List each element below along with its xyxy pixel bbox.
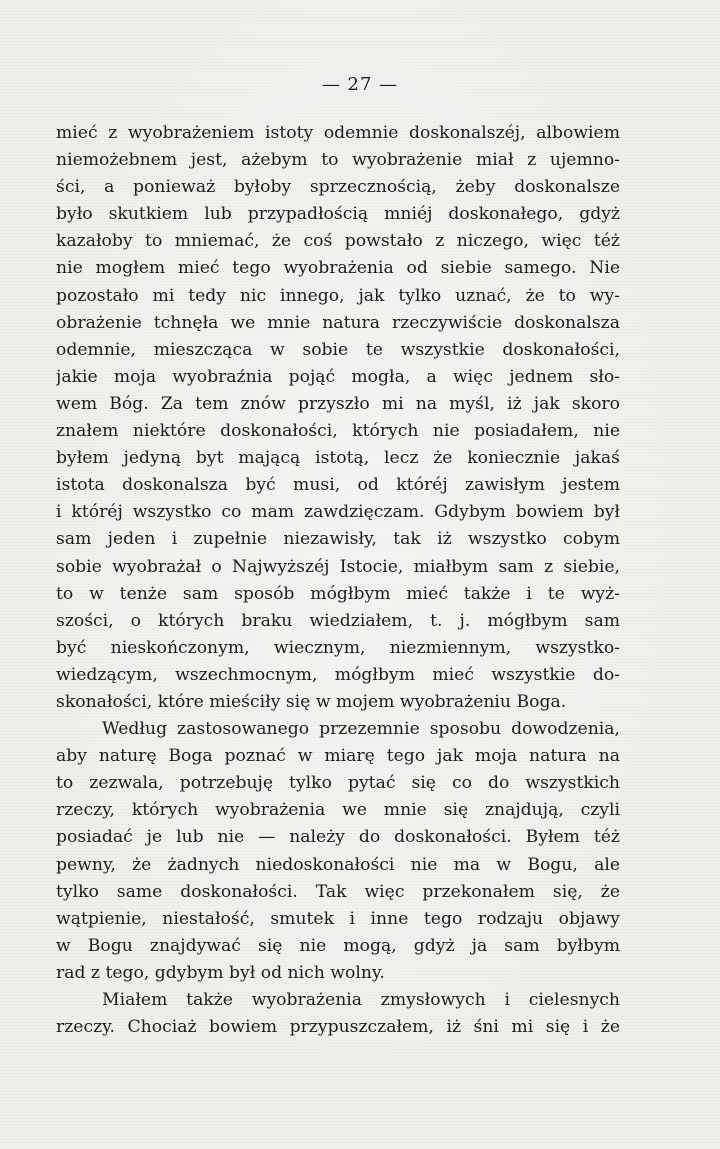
page-number: — 27 — bbox=[321, 74, 399, 95]
text-line: niemożebnem jest, ażebym to wyobrażenie miał z ujemno- bbox=[56, 150, 620, 171]
text-line: posiadać je lub nie — należy do doskonałości. Byłem téż bbox=[56, 827, 620, 848]
text-line: to w tenże sam sposób mógłbym mieć także i te wyż- bbox=[56, 583, 620, 604]
text-line: byłem jedyną byt mającą istotą, lecz że koniecznie jakaś bbox=[56, 448, 620, 469]
text-line: tylko same doskonałości. Tak więc przekonałem się, że bbox=[56, 881, 620, 902]
text-line: jakie moja wyobraźnia pojąć mogła, a więc jednem sło- bbox=[56, 366, 620, 387]
text-line: skonałości, które mieściły się w mojem wyobrażeniu Boga. bbox=[56, 691, 567, 712]
text-line: pewny, że żadnych niedoskonałości nie ma w Bogu, ale bbox=[56, 854, 620, 875]
text-line: kazałoby to mniemać, że coś powstało z niczego, więc téż bbox=[56, 231, 620, 252]
text-line: sobie wyobrażał o Najwyższéj Istocie, miałbym sam z siebie, bbox=[56, 556, 620, 577]
text-line: istota doskonalsza być musi, od któréj zawisłym jestem bbox=[56, 475, 620, 496]
text-line: rzeczy, których wyobrażenia we mnie się znajdują, czyli bbox=[56, 800, 620, 821]
text-line: znałem niektóre doskonałości, których nie posiadałem, nie bbox=[56, 421, 620, 442]
text-line: szości, o których braku wiedziałem, t. j. mógłbym sam bbox=[56, 610, 620, 631]
text-line: rad z tego, gdybym był od nich wolny. bbox=[56, 962, 385, 983]
text-line: Według zastosowanego przezemnie sposobu dowodzenia, bbox=[102, 719, 620, 740]
text-line: w Bogu znajdywać się nie mogą, gdyż ja sam byłbym bbox=[56, 935, 620, 956]
text-line: było skutkiem lub przypadłością mniéj doskonałego, gdyż bbox=[56, 204, 620, 225]
text-line: pozostało mi tedy nic innego, jak tylko uznać, że to wy- bbox=[56, 285, 620, 306]
body-text bbox=[56, 120, 620, 1041]
text-line: aby naturę Boga poznać w miarę tego jak moja natura na bbox=[56, 746, 620, 767]
text-line: być nieskończonym, wiecznym, niezmiennym, wszystko- bbox=[56, 637, 620, 658]
text-line: mieć z wyobrażeniem istoty odemnie doskonalszéj, albowiem bbox=[56, 123, 620, 143]
text-line: odemnie, mieszcząca w sobie te wszystkie doskonałości, bbox=[56, 339, 620, 360]
text-line: to zezwala, potrzebuję tylko pytać się co do wszystkich bbox=[56, 773, 620, 794]
text-line: rzeczy. Chociaż bowiem przypuszczałem, iż śni mi się i że bbox=[56, 1017, 620, 1038]
text-line: nie mogłem mieć tego wyobrażenia od siebie samego. Nie bbox=[56, 258, 620, 279]
text-line: wątpienie, niestałość, smutek i inne tego rodzaju objawy bbox=[56, 908, 620, 929]
text-line: ści, a ponieważ byłoby sprzecznością, żeby doskonalsze bbox=[56, 177, 620, 198]
text-line: sam jeden i zupełnie niezawisły, tak iż wszystko cobym bbox=[56, 529, 620, 550]
text-line: wiedzącym, wszechmocnym, mógłbym mieć wszystkie do- bbox=[56, 664, 620, 685]
text-line: Miałem także wyobrażenia zmysłowych i cielesnych bbox=[102, 990, 620, 1010]
text-line: wem Bóg. Za tem znów przyszło mi na myśl, iż jak skoro bbox=[56, 393, 620, 414]
text-line: i któréj wszystko co mam zawdzięczam. Gdybym bowiem był bbox=[56, 502, 620, 523]
text-line: obrażenie tchnęła we mnie natura rzeczywiście doskonalsza bbox=[56, 312, 620, 333]
